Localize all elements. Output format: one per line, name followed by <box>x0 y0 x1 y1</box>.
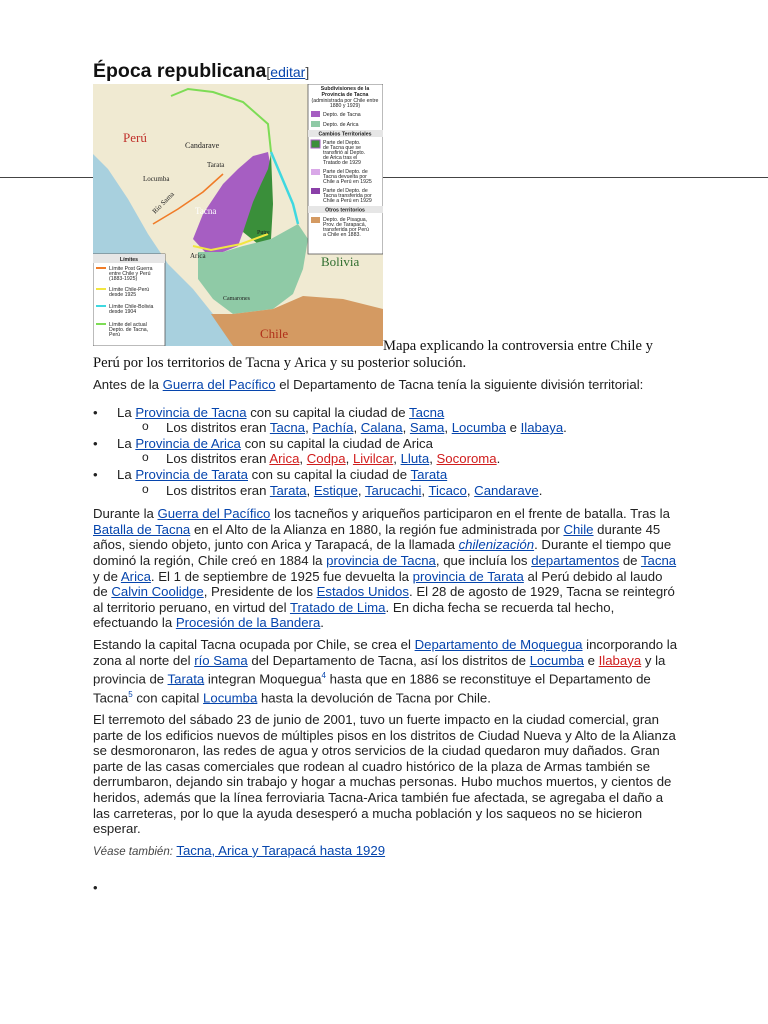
link-district-socoroma[interactable]: Socoroma <box>436 451 497 467</box>
text: durante 45 años, siendo objeto, junto con Arica y Tarapacá, de la llamada <box>93 521 661 553</box>
list-item <box>117 420 680 436</box>
link-district-ticaco[interactable]: Ticaco <box>428 482 467 498</box>
text: Estando la capital Tacna ocupada por Chile, se crea el <box>93 636 415 652</box>
link-tacna[interactable]: Tacna <box>409 404 445 420</box>
text: y de <box>93 568 121 584</box>
legend-o1a: Depto. de Pisagua, <box>323 217 368 223</box>
link-arica[interactable]: Arica <box>120 568 151 584</box>
link-district-codpa[interactable]: Codpa <box>306 451 346 467</box>
text: integran Moquegua <box>204 671 322 687</box>
sublist <box>117 451 680 467</box>
link-tratado-de-lima[interactable]: Tratado de Lima <box>289 599 386 615</box>
comma: , <box>306 482 314 498</box>
limits-l1b: entre Chile y Perú <box>109 271 151 277</box>
link-district-estique[interactable]: Estique <box>313 482 358 498</box>
link-district-calana[interactable]: Calana <box>360 420 403 436</box>
link-estados-unidos[interactable]: Estados Unidos <box>316 584 409 600</box>
map-figure[interactable] <box>93 84 383 346</box>
text: con su capital la ciudad de Arica <box>240 435 433 451</box>
link-district-arica[interactable]: Arica <box>269 451 300 467</box>
link-provincia-de-tacna[interactable]: Provincia de Tacna <box>135 404 247 420</box>
edit-bracket-close: ] <box>305 64 310 80</box>
text: con su capital la ciudad de <box>246 404 410 420</box>
link-district-candarave[interactable]: Candarave <box>474 482 539 498</box>
text: La <box>117 435 136 451</box>
legend-c1c: transfirió al Depto. <box>323 150 366 156</box>
link-district-tarata[interactable]: Tarata <box>269 482 307 498</box>
see-also-label: Véase también: <box>93 845 173 858</box>
territorial-division-list <box>93 405 680 499</box>
tacna-arica-map <box>93 84 383 346</box>
text: Los distritos eran <box>166 420 270 436</box>
legend-heading-1: Subdivisiones de la <box>320 86 370 92</box>
link-chile[interactable]: Chile <box>563 521 594 537</box>
link-locumba[interactable]: Locumba <box>529 652 584 668</box>
legend-o1b: Prov. de Tarapacá, <box>323 222 367 228</box>
period: . <box>538 482 543 498</box>
text: y la provincia de <box>93 652 666 687</box>
comma: , <box>305 420 313 436</box>
limits-l4c: Perú <box>109 332 120 338</box>
text: al Perú debido al laudo de <box>93 568 663 600</box>
list-item <box>93 405 680 436</box>
comma: , <box>353 420 361 436</box>
link-district-ilabaya[interactable]: Ilabaya <box>520 420 564 436</box>
text: La <box>117 466 136 482</box>
link-provincia-de-arica[interactable]: Provincia de Arica <box>135 435 241 451</box>
text: e <box>505 420 521 436</box>
legend-c1e: Tratado de 1929 <box>323 160 361 166</box>
link-tarata-2[interactable]: Tarata <box>167 671 205 687</box>
paragraph-intro <box>93 377 680 393</box>
legend-arica: Depto. de Arica <box>323 122 359 128</box>
text: con capital <box>132 690 204 706</box>
link-district-tacna[interactable]: Tacna <box>269 420 306 436</box>
edit-section <box>266 64 309 80</box>
text: los tacneños y ariqueños participaron en el frente de batalla. Tras la <box>270 506 670 522</box>
legend-c3a: Parte del Depto. de <box>323 188 368 194</box>
text: . En dicha fecha se recuerda tal hecho, efectuando la <box>93 599 615 631</box>
link-procesion-de-la-bandera[interactable]: Procesión de la Bandera <box>175 615 321 631</box>
see-also <box>93 843 680 861</box>
legend-tacna: Depto. de Tacna <box>323 112 361 118</box>
legend-c1d: de Arica tras el <box>323 155 358 161</box>
link-rio-sama[interactable]: río Sama <box>194 652 248 668</box>
legend-section-otros: Otros territorios <box>325 207 365 214</box>
paragraph-chilenizacion <box>93 506 680 631</box>
comma: , <box>429 451 437 467</box>
limits-l4b: Depto. de Tacna, <box>109 327 149 333</box>
link-tacna-2[interactable]: Tacna <box>640 552 677 568</box>
text: de <box>619 552 641 568</box>
comma: , <box>402 420 410 436</box>
text: del Departamento de Tacna, así los distritos de <box>247 652 530 668</box>
text: incorporando la zona al norte del <box>93 636 678 668</box>
edit-bracket-open: [ <box>266 64 271 80</box>
paragraph-moquegua <box>93 637 680 706</box>
legend-c2a: Parte del Depto. de <box>323 169 368 175</box>
list-item <box>117 483 680 499</box>
map-label-chile: Chile <box>260 326 289 341</box>
limits-l3b: desde 1904 <box>109 309 137 315</box>
comma: , <box>466 482 475 498</box>
legend-section-cambios: Cambios Territoriales <box>318 131 372 138</box>
link-batalla-de-tacna[interactable]: Batalla de Tacna <box>93 521 191 537</box>
section-title: Época republicana <box>93 60 267 82</box>
text: en el Alto de la Alianza en 1880, la región fue administrada por <box>190 521 564 537</box>
comma: , <box>345 451 353 467</box>
comma: , <box>393 451 401 467</box>
limits-l3a: Límite Chile-Bolivia <box>109 304 154 310</box>
text: Los distritos eran <box>166 482 270 498</box>
map-label-putre: Putre <box>257 230 270 236</box>
link-see-also[interactable]: Tacna, Arica y Tarapacá hasta 1929 <box>176 842 386 858</box>
text: el Departamento de Tacna tenía la siguiente división territorial: <box>275 377 644 392</box>
link-departamento-de-moquegua[interactable]: Departamento de Moquegua <box>414 636 583 652</box>
link-chilenizacion[interactable]: chilenización <box>458 537 535 553</box>
legend-c2c: Chile a Perú en 1925 <box>323 179 372 185</box>
map-label-bolivia: Bolivia <box>321 254 360 269</box>
sublist <box>117 483 680 499</box>
link-district-lluta[interactable]: Lluta <box>400 451 430 467</box>
text: , Presidente de los <box>203 584 317 600</box>
legend-c1b: de Tacna que se <box>323 145 361 151</box>
legend-c2b: Tacna devuelta por <box>323 174 367 180</box>
map-label-camarones: Camarones <box>223 296 250 302</box>
empty-list-bullet: • <box>93 880 98 895</box>
limits-l2b: desde 1925 <box>109 292 137 298</box>
legend-c1a: Parte del Depto. <box>323 140 361 146</box>
limits-l1a: Límite Post Guerra <box>109 266 153 272</box>
edit-link[interactable]: editar <box>270 64 306 80</box>
limits-l2a: Límite Chile-Perú <box>109 287 150 293</box>
footnote-5[interactable]: 5 <box>128 690 133 700</box>
link-district-tarucachi[interactable]: Tarucachi <box>364 482 422 498</box>
comma: , <box>444 420 452 436</box>
map-label-rio-sama: Río Sama <box>150 190 176 216</box>
text: La <box>117 404 136 420</box>
legend-c3c: Chile a Perú en 1929 <box>323 198 372 204</box>
legend-heading-4: 1880 y 1929) <box>329 103 361 109</box>
link-district-pachia[interactable]: Pachía <box>312 420 354 436</box>
map-caption: Mapa explicando la controversia entre Chile y Perú por los territorios de Tacna y Arica y su posterior solución. <box>93 338 653 371</box>
legend-c3b: Tacna transferida por <box>323 193 372 199</box>
map-label-tacna: Tacna <box>195 206 217 216</box>
text: Los distritos eran <box>166 451 270 467</box>
period: . <box>496 451 501 467</box>
link-locumba-2[interactable]: Locumba <box>203 690 258 706</box>
text: . El 28 de agosto de 1929, Tacna se reintegró al territorio peruano, en virtud del <box>93 584 675 615</box>
legend-heading-3: (administrada por Chile entre <box>311 98 379 104</box>
map-label-tarata: Tarata <box>207 161 225 169</box>
list-item <box>117 451 680 467</box>
text: con su capital la ciudad de <box>248 466 411 482</box>
comma: , <box>421 482 429 498</box>
text: . <box>320 615 324 631</box>
link-calvin-coolidge[interactable]: Calvin Coolidge <box>111 584 204 600</box>
section-heading <box>93 60 309 83</box>
text: . Durante el tiempo que dominó la región, Chile creó en 1884 la <box>93 537 672 568</box>
limits-title: Límites <box>119 257 139 263</box>
map-legend-subdivisions <box>308 84 383 254</box>
text: , que incluía los <box>435 552 532 568</box>
map-legend-limits <box>93 254 165 346</box>
text: hasta la devolución de Tacna por Chile. <box>257 690 491 706</box>
list-item <box>93 467 680 498</box>
link-district-locumba[interactable]: Locumba <box>451 420 506 436</box>
link-guerra-del-pacifico[interactable]: Guerra del Pacífico <box>162 377 276 392</box>
text: e <box>583 652 599 668</box>
map-label-locumba: Locumba <box>143 175 170 183</box>
list-item <box>93 436 680 467</box>
map-label-arica: Arica <box>190 252 206 260</box>
link-tarata[interactable]: Tarata <box>410 466 448 482</box>
link-district-livilcar[interactable]: Livilcar <box>352 451 394 467</box>
link-provincia-de-tacna-2[interactable]: provincia de Tacna <box>326 552 436 568</box>
link-guerra-del-pacifico-2[interactable]: Guerra del Pacífico <box>157 506 271 522</box>
link-provincia-de-tarata-2[interactable]: provincia de Tarata <box>412 568 524 584</box>
legend-o1d: a Chile en 1883. <box>323 232 361 238</box>
link-ilabaya[interactable]: Ilabaya <box>598 652 642 668</box>
text: Antes de la <box>93 377 163 392</box>
sublist <box>117 420 680 436</box>
limits-l4a: Límite del actual <box>109 322 147 328</box>
map-label-candarave: Candarave <box>185 141 220 150</box>
legend-heading-2: Provincia de Tacna <box>321 92 369 98</box>
link-provincia-de-tarata[interactable]: Provincia de Tarata <box>135 466 248 482</box>
legend-o1c: transferida por Perú <box>323 227 369 233</box>
link-departamentos[interactable]: departamentos <box>531 552 620 568</box>
link-district-sama[interactable]: Sama <box>409 420 445 436</box>
footnote-4[interactable]: 4 <box>321 671 326 681</box>
text: Durante la <box>93 506 158 522</box>
comma: , <box>299 451 307 467</box>
paragraph-terremoto: El terremoto del sábado 23 de junio de 2001, tuvo un fuerte impacto en la ciudad comercial, gran parte de los edificios nuevos de múltiples pisos en los distritos de Ciudad Nueva y Alto de la Alianza se desmoronaron, las redes de agua y otros servicios de la ciudad quedaron muy dañados. Gran parte de las casas comerciales que rodean al cuadro histórico de la plaza de Armas también se derrumbaron, dejando sin trabajo y hogar a muchas personas. Hubo muchos muertos, y cientos de heridos, además que la línea ferroviaria Tacna-Arica también fue afectada, se agregaba el daño a las carreteras, por lo que la ayuda desesperó a mucha población y los saqueos no se hicieron esperar. <box>93 712 676 837</box>
comma: , <box>357 482 365 498</box>
period: . <box>563 420 567 436</box>
text: hasta que en 1886 se reconstituye el Departamento de Tacna <box>93 671 651 706</box>
limits-l1c: (1883-1925) <box>109 276 138 282</box>
article-body <box>93 377 680 860</box>
map-label-peru: Perú <box>123 130 147 145</box>
text: . El 1 de septiembre de 1925 fue devuelta la <box>150 568 413 584</box>
